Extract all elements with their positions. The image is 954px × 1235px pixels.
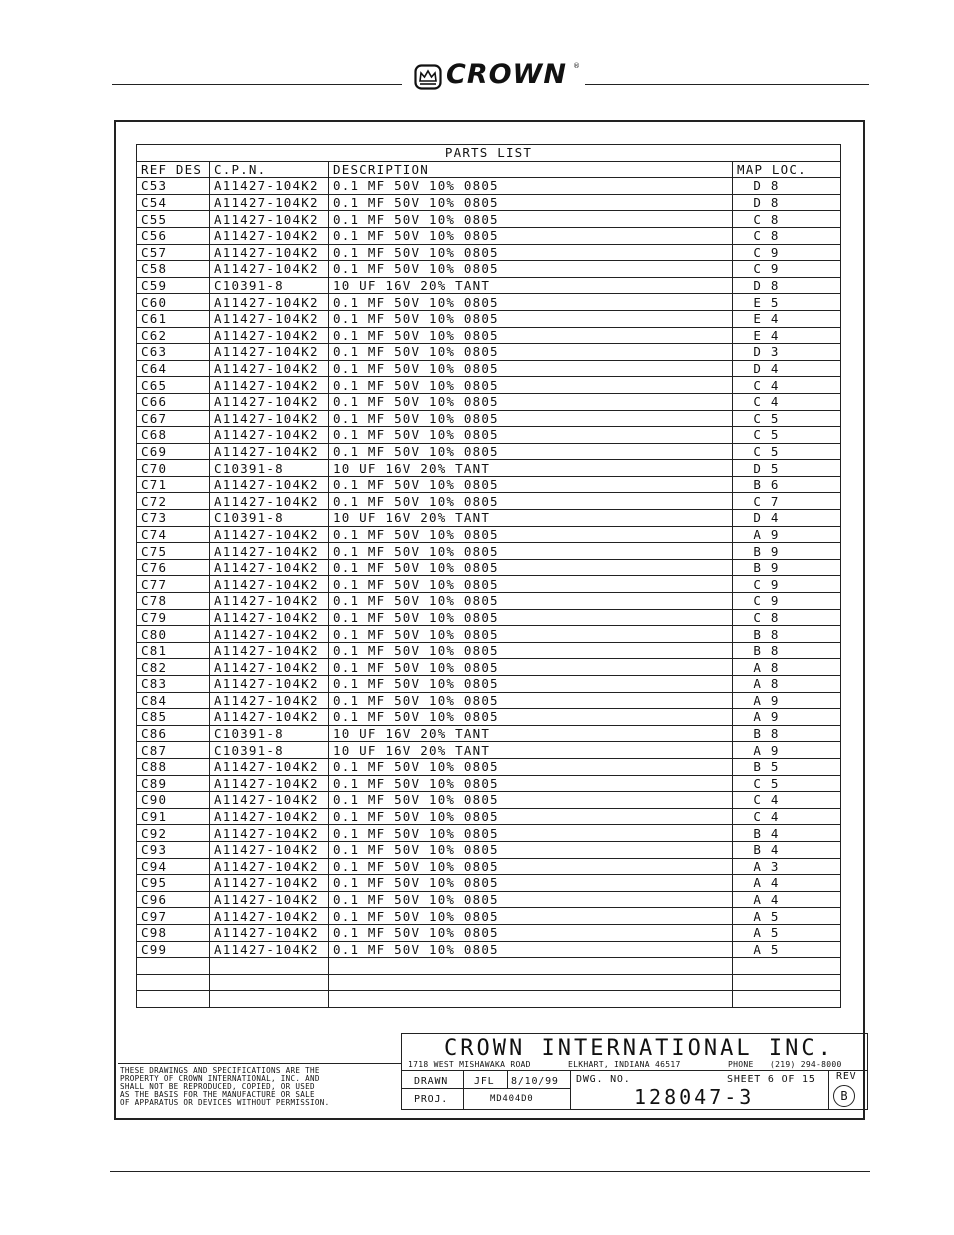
- column-header-ref-des: REF DES: [137, 161, 210, 178]
- table-row: [137, 327, 841, 344]
- cpn-cell: A11427-104K2: [210, 758, 329, 775]
- ref-des-cell: C88: [137, 758, 210, 775]
- cpn-cell: A11427-104K2: [210, 808, 329, 825]
- column-header-cpn: C.P.N.: [210, 161, 329, 178]
- cpn-cell: A11427-104K2: [210, 891, 329, 908]
- ref-des-cell: C82: [137, 659, 210, 676]
- map-loc-cell: C 9: [733, 576, 841, 593]
- table-row: [137, 493, 841, 510]
- table-row: [137, 178, 841, 195]
- drawn-by: JFL: [474, 1076, 495, 1087]
- map-loc-cell: D 4: [733, 510, 841, 527]
- brand-name: CROWN: [446, 59, 567, 90]
- description-cell: 0.1 MF 50V 10% 0805: [329, 526, 733, 543]
- description-cell: 0.1 MF 50V 10% 0805: [329, 261, 733, 278]
- title-block-vline: [828, 1070, 829, 1110]
- ref-des-cell: C94: [137, 858, 210, 875]
- description-cell: 0.1 MF 50V 10% 0805: [329, 825, 733, 842]
- description-cell: 0.1 MF 50V 10% 0805: [329, 659, 733, 676]
- description-cell: 0.1 MF 50V 10% 0805: [329, 676, 733, 693]
- cpn-cell: A11427-104K2: [210, 493, 329, 510]
- map-loc-cell: B 8: [733, 725, 841, 742]
- description-cell: [329, 991, 733, 1008]
- title-block-vline: [570, 1070, 571, 1110]
- map-loc-cell: E 4: [733, 310, 841, 327]
- table-row: [137, 476, 841, 493]
- map-loc-cell: A 4: [733, 875, 841, 892]
- description-cell: 0.1 MF 50V 10% 0805: [329, 941, 733, 958]
- map-loc-cell: C 8: [733, 609, 841, 626]
- map-loc-cell: A 9: [733, 526, 841, 543]
- table-row: [137, 692, 841, 709]
- map-loc-cell: C 9: [733, 244, 841, 261]
- description-cell: 0.1 MF 50V 10% 0805: [329, 858, 733, 875]
- cpn-cell: A11427-104K2: [210, 841, 329, 858]
- ref-des-cell: C87: [137, 742, 210, 759]
- map-loc-cell: A 5: [733, 924, 841, 941]
- cpn-cell: A11427-104K2: [210, 775, 329, 792]
- cpn-cell: A11427-104K2: [210, 476, 329, 493]
- map-loc-cell: [733, 991, 841, 1008]
- description-cell: 0.1 MF 50V 10% 0805: [329, 891, 733, 908]
- table-row: [137, 559, 841, 576]
- map-loc-cell: B 9: [733, 559, 841, 576]
- table-row: [137, 227, 841, 244]
- ref-des-cell: C67: [137, 410, 210, 427]
- ref-des-cell: C89: [137, 775, 210, 792]
- ref-des-cell: C97: [137, 908, 210, 925]
- ref-des-cell: C54: [137, 194, 210, 211]
- description-cell: 0.1 MF 50V 10% 0805: [329, 692, 733, 709]
- map-loc-cell: B 6: [733, 476, 841, 493]
- cpn-cell: A11427-104K2: [210, 642, 329, 659]
- cpn-cell: A11427-104K2: [210, 576, 329, 593]
- description-cell: 10 UF 16V 20% TANT: [329, 277, 733, 294]
- description-cell: 0.1 MF 50V 10% 0805: [329, 775, 733, 792]
- map-loc-cell: C 9: [733, 593, 841, 610]
- cpn-cell: A11427-104K2: [210, 825, 329, 842]
- table-row: [137, 576, 841, 593]
- table-row: [137, 709, 841, 726]
- ref-des-cell: C98: [137, 924, 210, 941]
- ref-des-cell: C81: [137, 642, 210, 659]
- company-name: CROWN INTERNATIONAL INC.: [444, 1036, 834, 1061]
- table-row: [137, 261, 841, 278]
- table-row: [137, 825, 841, 842]
- cpn-cell: A11427-104K2: [210, 875, 329, 892]
- ref-des-cell: C76: [137, 559, 210, 576]
- title-block-vline: [463, 1070, 464, 1110]
- cpn-cell: A11427-104K2: [210, 792, 329, 809]
- description-cell: 0.1 MF 50V 10% 0805: [329, 709, 733, 726]
- table-row: [137, 676, 841, 693]
- ref-des-cell: C91: [137, 808, 210, 825]
- ref-des-cell: C53: [137, 178, 210, 195]
- crown-logo-icon: [414, 64, 442, 90]
- map-loc-cell: B 4: [733, 841, 841, 858]
- cpn-cell: A11427-104K2: [210, 609, 329, 626]
- table-row: [137, 958, 841, 975]
- table-row: [137, 277, 841, 294]
- description-cell: [329, 974, 733, 991]
- description-cell: 0.1 MF 50V 10% 0805: [329, 227, 733, 244]
- table-row: [137, 742, 841, 759]
- ref-des-cell: C59: [137, 277, 210, 294]
- table-row: [137, 891, 841, 908]
- cpn-cell: A11427-104K2: [210, 310, 329, 327]
- cpn-cell: A11427-104K2: [210, 858, 329, 875]
- map-loc-cell: E 4: [733, 327, 841, 344]
- parts-list-table: [136, 144, 841, 1008]
- drawing-number: 128047-3: [634, 1085, 755, 1109]
- table-row: [137, 460, 841, 477]
- description-cell: 0.1 MF 50V 10% 0805: [329, 609, 733, 626]
- cpn-cell: A11427-104K2: [210, 543, 329, 560]
- ref-des-cell: C96: [137, 891, 210, 908]
- column-header-map-loc: MAP LOC.: [733, 161, 841, 178]
- rev-label: REV: [836, 1071, 857, 1082]
- company-city: ELKHART, INDIANA 46517: [568, 1060, 681, 1069]
- description-cell: 0.1 MF 50V 10% 0805: [329, 593, 733, 610]
- cpn-cell: A11427-104K2: [210, 377, 329, 394]
- ref-des-cell: C72: [137, 493, 210, 510]
- brand-logo: [412, 59, 580, 92]
- cpn-cell: A11427-104K2: [210, 593, 329, 610]
- cpn-cell: A11427-104K2: [210, 244, 329, 261]
- ref-des-cell: C69: [137, 443, 210, 460]
- table-row: [137, 543, 841, 560]
- ref-des-cell: C90: [137, 792, 210, 809]
- map-loc-cell: B 8: [733, 626, 841, 643]
- ref-des-cell: C57: [137, 244, 210, 261]
- map-loc-cell: A 3: [733, 858, 841, 875]
- project-code: MD404D0: [490, 1094, 534, 1104]
- ref-des-cell: C73: [137, 510, 210, 527]
- title-block-vline: [507, 1070, 508, 1088]
- table-row: [137, 443, 841, 460]
- cpn-cell: C10391-8: [210, 460, 329, 477]
- description-cell: 0.1 MF 50V 10% 0805: [329, 194, 733, 211]
- description-cell: 0.1 MF 50V 10% 0805: [329, 427, 733, 444]
- table-row: [137, 360, 841, 377]
- ref-des-cell: C95: [137, 875, 210, 892]
- cpn-cell: A11427-104K2: [210, 709, 329, 726]
- description-cell: 0.1 MF 50V 10% 0805: [329, 875, 733, 892]
- cpn-cell: C10391-8: [210, 742, 329, 759]
- cpn-cell: A11427-104K2: [210, 178, 329, 195]
- map-loc-cell: C 5: [733, 410, 841, 427]
- cpn-cell: [210, 991, 329, 1008]
- company-address: 1718 WEST MISHAWAKA ROAD: [408, 1060, 531, 1069]
- ref-des-cell: C92: [137, 825, 210, 842]
- table-row: [137, 858, 841, 875]
- proprietary-notice-box: [118, 1063, 401, 1109]
- cpn-cell: A11427-104K2: [210, 676, 329, 693]
- dwg-no-label: DWG. NO.: [576, 1074, 631, 1085]
- map-loc-cell: C 4: [733, 808, 841, 825]
- map-loc-cell: A 9: [733, 692, 841, 709]
- table-row: [137, 792, 841, 809]
- description-cell: 0.1 MF 50V 10% 0805: [329, 327, 733, 344]
- description-cell: 0.1 MF 50V 10% 0805: [329, 344, 733, 361]
- cpn-cell: A11427-104K2: [210, 211, 329, 228]
- description-cell: 0.1 MF 50V 10% 0805: [329, 792, 733, 809]
- description-cell: 0.1 MF 50V 10% 0805: [329, 493, 733, 510]
- ref-des-cell: C68: [137, 427, 210, 444]
- ref-des-cell: C63: [137, 344, 210, 361]
- cpn-cell: A11427-104K2: [210, 443, 329, 460]
- cpn-cell: A11427-104K2: [210, 194, 329, 211]
- map-loc-cell: D 5: [733, 460, 841, 477]
- cpn-cell: [210, 958, 329, 975]
- table-row: [137, 991, 841, 1008]
- description-cell: 0.1 MF 50V 10% 0805: [329, 626, 733, 643]
- map-loc-cell: A 4: [733, 891, 841, 908]
- table-row: [137, 941, 841, 958]
- ref-des-cell: C64: [137, 360, 210, 377]
- cpn-cell: [210, 974, 329, 991]
- ref-des-cell: C80: [137, 626, 210, 643]
- ref-des-cell: C60: [137, 294, 210, 311]
- cpn-cell: A11427-104K2: [210, 908, 329, 925]
- ref-des-cell: C61: [137, 310, 210, 327]
- cpn-cell: C10391-8: [210, 510, 329, 527]
- map-loc-cell: C 4: [733, 377, 841, 394]
- ref-des-cell: C79: [137, 609, 210, 626]
- table-row: [137, 377, 841, 394]
- description-cell: 0.1 MF 50V 10% 0805: [329, 924, 733, 941]
- table-row: [137, 974, 841, 991]
- description-cell: 0.1 MF 50V 10% 0805: [329, 244, 733, 261]
- ref-des-cell: C78: [137, 593, 210, 610]
- ref-des-cell: C83: [137, 676, 210, 693]
- table-row: [137, 393, 841, 410]
- cpn-cell: A11427-104K2: [210, 294, 329, 311]
- description-cell: 0.1 MF 50V 10% 0805: [329, 310, 733, 327]
- description-cell: 0.1 MF 50V 10% 0805: [329, 758, 733, 775]
- map-loc-cell: A 8: [733, 659, 841, 676]
- cpn-cell: A11427-104K2: [210, 261, 329, 278]
- map-loc-cell: E 5: [733, 294, 841, 311]
- cpn-cell: A11427-104K2: [210, 692, 329, 709]
- ref-des-cell: C66: [137, 393, 210, 410]
- cpn-cell: A11427-104K2: [210, 410, 329, 427]
- header-rule-left: [112, 84, 402, 85]
- description-cell: 0.1 MF 50V 10% 0805: [329, 908, 733, 925]
- ref-des-cell: C75: [137, 543, 210, 560]
- table-row: [137, 775, 841, 792]
- cpn-cell: A11427-104K2: [210, 626, 329, 643]
- table-row: [137, 593, 841, 610]
- description-cell: 0.1 MF 50V 10% 0805: [329, 294, 733, 311]
- description-cell: 0.1 MF 50V 10% 0805: [329, 559, 733, 576]
- ref-des-cell: C55: [137, 211, 210, 228]
- map-loc-cell: D 4: [733, 360, 841, 377]
- map-loc-cell: D 3: [733, 344, 841, 361]
- ref-des-cell: C65: [137, 377, 210, 394]
- map-loc-cell: C 8: [733, 227, 841, 244]
- map-loc-cell: D 8: [733, 194, 841, 211]
- table-row: [137, 244, 841, 261]
- table-row: [137, 609, 841, 626]
- description-cell: 10 UF 16V 20% TANT: [329, 725, 733, 742]
- description-cell: 0.1 MF 50V 10% 0805: [329, 642, 733, 659]
- footer-rule: [110, 1171, 870, 1172]
- ref-des-cell: C93: [137, 841, 210, 858]
- description-cell: 10 UF 16V 20% TANT: [329, 510, 733, 527]
- cpn-cell: A11427-104K2: [210, 360, 329, 377]
- table-row: [137, 725, 841, 742]
- description-cell: 0.1 MF 50V 10% 0805: [329, 576, 733, 593]
- revision-letter: B: [833, 1085, 855, 1107]
- ref-des-cell: C84: [137, 692, 210, 709]
- table-row: [137, 526, 841, 543]
- ref-des-cell: [137, 991, 210, 1008]
- map-loc-cell: B 5: [733, 758, 841, 775]
- table-row: [137, 908, 841, 925]
- table-row: [137, 841, 841, 858]
- table-row: [137, 211, 841, 228]
- registered-mark: ®: [573, 62, 580, 70]
- parts-list-title: PARTS LIST: [137, 145, 841, 162]
- description-cell: 0.1 MF 50V 10% 0805: [329, 443, 733, 460]
- parts-list-body: [137, 178, 841, 1008]
- description-cell: 0.1 MF 50V 10% 0805: [329, 410, 733, 427]
- table-row: [137, 758, 841, 775]
- title-block-divider: [402, 1070, 867, 1071]
- map-loc-cell: B 8: [733, 642, 841, 659]
- title-block: [401, 1033, 868, 1110]
- cpn-cell: A11427-104K2: [210, 327, 329, 344]
- table-row: [137, 642, 841, 659]
- ref-des-cell: C58: [137, 261, 210, 278]
- map-loc-cell: A 8: [733, 676, 841, 693]
- description-cell: 0.1 MF 50V 10% 0805: [329, 808, 733, 825]
- sheet-number: SHEET 6 OF 15: [727, 1074, 816, 1085]
- map-loc-cell: A 9: [733, 742, 841, 759]
- map-loc-cell: [733, 958, 841, 975]
- map-loc-cell: A 9: [733, 709, 841, 726]
- table-row: [137, 659, 841, 676]
- map-loc-cell: C 9: [733, 261, 841, 278]
- table-row: [137, 410, 841, 427]
- table-row: [137, 294, 841, 311]
- ref-des-cell: C77: [137, 576, 210, 593]
- column-header-description: DESCRIPTION: [329, 161, 733, 178]
- description-cell: 10 UF 16V 20% TANT: [329, 742, 733, 759]
- title-block-divider-lower: [402, 1088, 570, 1089]
- description-cell: 0.1 MF 50V 10% 0805: [329, 211, 733, 228]
- cpn-cell: C10391-8: [210, 277, 329, 294]
- description-cell: 0.1 MF 50V 10% 0805: [329, 377, 733, 394]
- description-cell: 0.1 MF 50V 10% 0805: [329, 543, 733, 560]
- description-cell: 10 UF 16V 20% TANT: [329, 460, 733, 477]
- map-loc-cell: C 4: [733, 792, 841, 809]
- company-phone: (219) 294-8000: [770, 1060, 842, 1069]
- ref-des-cell: C86: [137, 725, 210, 742]
- description-cell: 0.1 MF 50V 10% 0805: [329, 360, 733, 377]
- map-loc-cell: D 8: [733, 277, 841, 294]
- map-loc-cell: C 4: [733, 393, 841, 410]
- drawn-date: 8/10/99: [511, 1076, 559, 1087]
- table-row: [137, 344, 841, 361]
- table-row: [137, 194, 841, 211]
- cpn-cell: A11427-104K2: [210, 924, 329, 941]
- map-loc-cell: [733, 974, 841, 991]
- header-rule-right: [585, 84, 869, 85]
- table-row: [137, 626, 841, 643]
- table-row: [137, 310, 841, 327]
- description-cell: [329, 958, 733, 975]
- ref-des-cell: C62: [137, 327, 210, 344]
- map-loc-cell: C 5: [733, 443, 841, 460]
- cpn-cell: A11427-104K2: [210, 526, 329, 543]
- phone-label: PHONE: [728, 1060, 754, 1069]
- ref-des-cell: C56: [137, 227, 210, 244]
- table-row: [137, 808, 841, 825]
- cpn-cell: A11427-104K2: [210, 659, 329, 676]
- map-loc-cell: A 5: [733, 941, 841, 958]
- ref-des-cell: [137, 974, 210, 991]
- ref-des-cell: C71: [137, 476, 210, 493]
- table-row: [137, 924, 841, 941]
- map-loc-cell: C 8: [733, 211, 841, 228]
- description-cell: 0.1 MF 50V 10% 0805: [329, 393, 733, 410]
- table-row: [137, 510, 841, 527]
- proj-label: PROJ.: [414, 1094, 449, 1105]
- drawn-label: DRAWN: [414, 1076, 449, 1087]
- map-loc-cell: C 7: [733, 493, 841, 510]
- table-row: [137, 427, 841, 444]
- ref-des-cell: [137, 958, 210, 975]
- description-cell: 0.1 MF 50V 10% 0805: [329, 178, 733, 195]
- map-loc-cell: D 8: [733, 178, 841, 195]
- map-loc-cell: C 5: [733, 775, 841, 792]
- cpn-cell: A11427-104K2: [210, 559, 329, 576]
- description-cell: 0.1 MF 50V 10% 0805: [329, 476, 733, 493]
- cpn-cell: A11427-104K2: [210, 427, 329, 444]
- map-loc-cell: B 9: [733, 543, 841, 560]
- map-loc-cell: C 5: [733, 427, 841, 444]
- ref-des-cell: C85: [137, 709, 210, 726]
- ref-des-cell: C70: [137, 460, 210, 477]
- map-loc-cell: B 4: [733, 825, 841, 842]
- table-row: [137, 875, 841, 892]
- cpn-cell: A11427-104K2: [210, 227, 329, 244]
- proprietary-notice: THESE DRAWINGS AND SPECIFICATIONS ARE THE PROPERTY OF CROWN INTERNATIONAL, INC. AND SHALL NOT BE REPRODUCED, COPIED, OR USED AS THE BASIS FOR THE MANUFACTURE OR SALE OF APPARATUS OR DEVICES WITHOUT PERMISSION.: [120, 1066, 330, 1107]
- cpn-cell: A11427-104K2: [210, 941, 329, 958]
- cpn-cell: C10391-8: [210, 725, 329, 742]
- description-cell: 0.1 MF 50V 10% 0805: [329, 841, 733, 858]
- ref-des-cell: C74: [137, 526, 210, 543]
- ref-des-cell: C99: [137, 941, 210, 958]
- map-loc-cell: A 5: [733, 908, 841, 925]
- cpn-cell: A11427-104K2: [210, 344, 329, 361]
- cpn-cell: A11427-104K2: [210, 393, 329, 410]
